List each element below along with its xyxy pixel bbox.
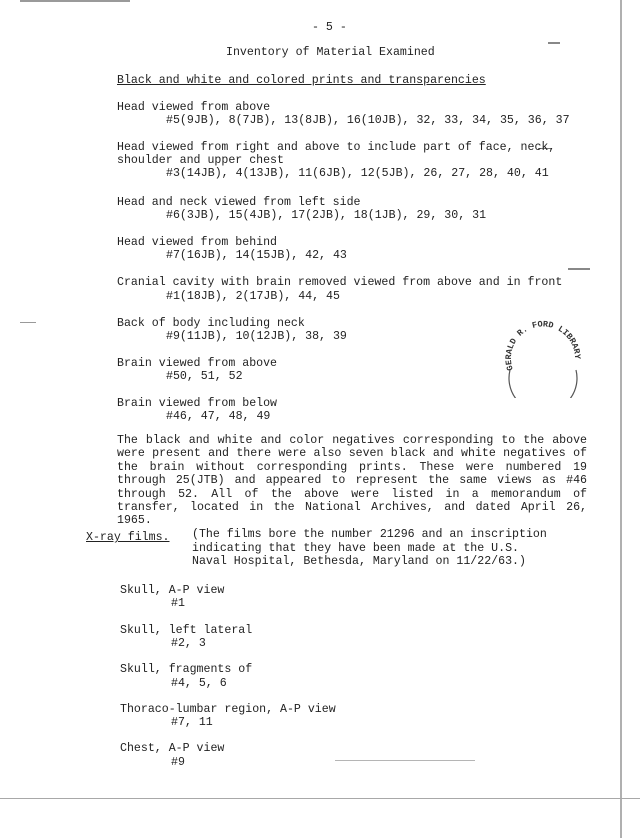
group-heading: Head viewed from right and above to include part of face, neck, bbox=[117, 141, 556, 154]
group-items: #5(9JB), 8(7JB), 13(8JB), 16(10JB), 32, 33, 34, 35, 36, 37 bbox=[166, 114, 570, 127]
xray-item-heading: Skull, fragments of bbox=[120, 663, 253, 676]
svg-text:GERALD R. FORD LIBRARY bbox=[504, 319, 582, 371]
group-items: #6(3JB), 15(4JB), 17(2JB), 18(1JB), 29, 30, 31 bbox=[166, 209, 487, 222]
xray-item-heading: Thoraco-lumbar region, A-P view bbox=[120, 703, 336, 716]
xray-item-numbers: #9 bbox=[171, 756, 185, 769]
scan-edge-bottom bbox=[0, 798, 640, 799]
page-title: Inventory of Material Examined bbox=[226, 46, 435, 59]
xray-item-heading: Skull, A-P view bbox=[120, 584, 225, 597]
group-items: #1(18JB), 2(17JB), 44, 45 bbox=[166, 290, 340, 303]
xray-item-numbers: #2, 3 bbox=[171, 637, 206, 650]
scan-edge-top bbox=[20, 0, 130, 2]
xray-label: X-ray films. bbox=[86, 531, 170, 544]
group-items: #3(14JB), 4(13JB), 11(6JB), 12(5JB), 26, 27, 28, 40, 41 bbox=[166, 167, 549, 180]
group-heading: Brain viewed from above bbox=[117, 357, 278, 370]
group-heading-continued: shoulder and upper chest bbox=[117, 154, 284, 167]
library-stamp bbox=[500, 314, 584, 398]
stamp-text: GERALD R. FORD LIBRARY bbox=[503, 319, 583, 372]
xray-item-numbers: #4, 5, 6 bbox=[171, 677, 227, 690]
group-heading: Head viewed from above bbox=[117, 101, 271, 114]
xray-item-numbers: #1 bbox=[171, 597, 185, 610]
xray-item-heading: Skull, left lateral bbox=[120, 624, 253, 637]
group-items: #7(16JB), 14(15JB), 42, 43 bbox=[166, 249, 347, 262]
xray-item-heading: Chest, A-P view bbox=[120, 742, 225, 755]
page-number: - 5 - bbox=[312, 21, 347, 34]
group-heading: Cranial cavity with brain removed viewed from above and in front bbox=[117, 276, 563, 289]
group-items: #50, 51, 52 bbox=[166, 370, 243, 383]
scan-mark-left bbox=[20, 322, 36, 323]
negatives-paragraph: The black and white and color negatives corresponding to the above were present and there were also seven black and white negatives of the brain without corresponding prints. These were numbered 19 through 25(JTB) and appeared to represent the same views as #46 through 52. All of the above were listed in a memorandum of transfer, located in the National Archives, and dated April 26, 1965. bbox=[117, 434, 587, 528]
group-heading: Brain viewed from below bbox=[117, 397, 278, 410]
scan-mark-right-1 bbox=[548, 42, 560, 44]
group-items: #9(11JB), 10(12JB), 38, 39 bbox=[166, 330, 347, 343]
scan-edge-right bbox=[620, 0, 622, 838]
scan-mark-right-2 bbox=[568, 268, 590, 270]
group-heading: Head and neck viewed from left side bbox=[117, 196, 361, 209]
xray-note: (The films bore the number 21296 and an inscription indicating that they have been made at the U.S. Naval Hospital, Bethesda, Maryland on 11/22/63.) bbox=[192, 528, 547, 569]
section-heading: Black and white and colored prints and transparencies bbox=[117, 74, 486, 87]
group-heading: Head viewed from behind bbox=[117, 236, 278, 249]
group-heading: Back of body including neck bbox=[117, 317, 305, 330]
xray-item-numbers: #7, 11 bbox=[171, 716, 213, 729]
group-items: #46, 47, 48, 49 bbox=[166, 410, 271, 423]
scan-speck bbox=[335, 760, 475, 761]
